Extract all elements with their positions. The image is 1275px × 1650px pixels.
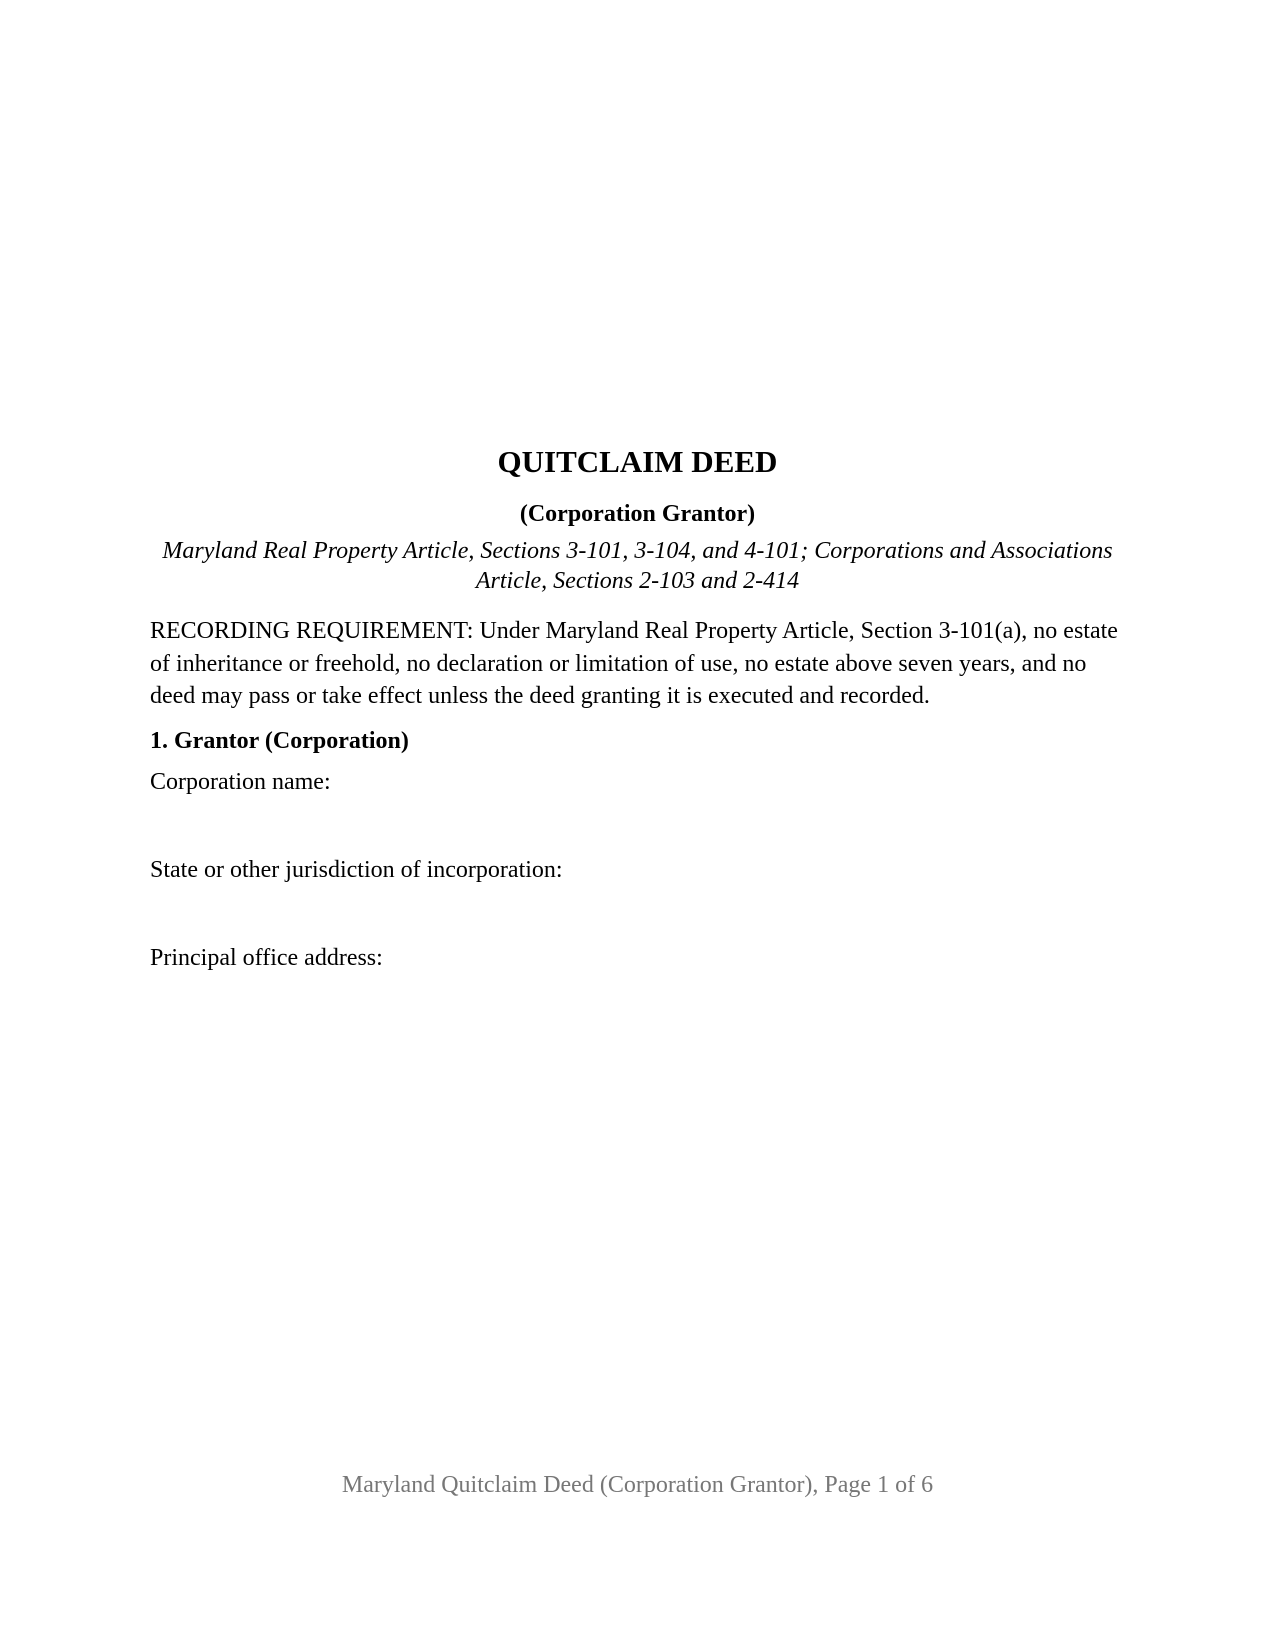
document-title: QUITCLAIM DEED: [497, 444, 778, 479]
principal-office-address-label: Principal office address:: [150, 945, 383, 971]
page-footer: Maryland Quitclaim Deed (Corporation Grantor), Page 1 of 6: [341, 1472, 934, 1498]
recording-requirement: RECORDING REQUIREMENT: Under Maryland Real Property Article, Section 3-101(a), no estate of inheritance or freehold, no declaration or limitation of use, no estate above seven years, and no deed may pass or take effect unless the deed granting it is executed and recorded.: [150, 618, 1118, 709]
document-subtitle: (Corporation Grantor): [519, 501, 756, 527]
corporation-name-label: Corporation name:: [150, 769, 331, 795]
statutory-citation: Maryland Real Property Article, Sections 3-101, 3-104, and 4-101; Corporations and Associations Article, Sections 2-103 and 2-414: [162, 538, 1113, 594]
jurisdiction-label: State or other jurisdiction of incorporation:: [150, 857, 563, 883]
section-heading-grantor: 1. Grantor (Corporation): [150, 728, 409, 754]
